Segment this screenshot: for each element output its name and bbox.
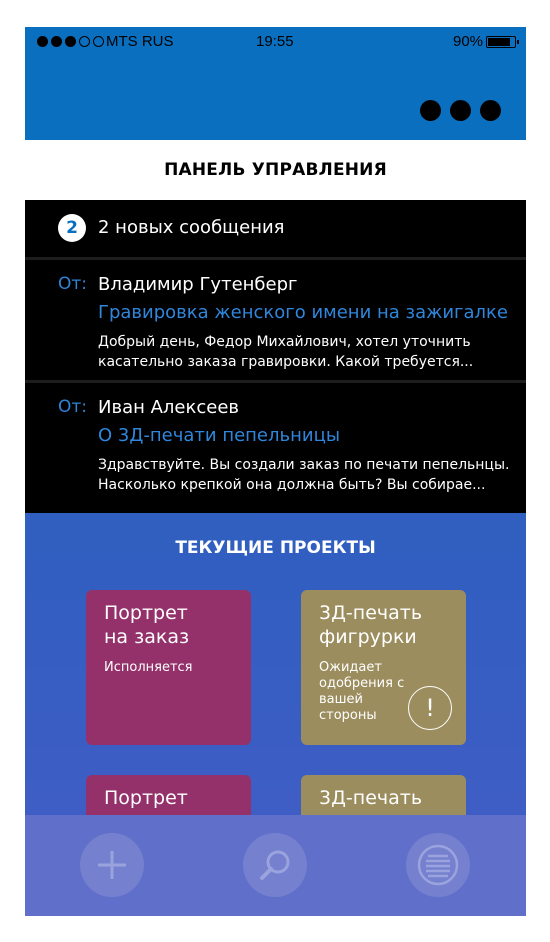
project-title-line: фигрурки bbox=[319, 626, 417, 648]
sender-name: Иван Алексеев bbox=[98, 397, 240, 418]
message-subject[interactable]: Гравировка женского имени на зажигалке bbox=[98, 302, 508, 323]
message-preview: Здравствуйте. Вы создали заказ по печати пепельнцы. Насколько крепкой она должна быть? Вы собирае... bbox=[98, 457, 510, 493]
project-title-line: Портрет bbox=[104, 787, 188, 809]
message-preview: Добрый день, Федор Михайлович, хотел уточнить касательно заказа гравировки. Какой требуется... bbox=[98, 334, 474, 370]
tab-bar bbox=[25, 815, 526, 916]
battery-icon bbox=[486, 36, 516, 48]
new-messages-bar[interactable] bbox=[25, 200, 526, 257]
from-label: От: bbox=[58, 397, 88, 417]
battery-percent: 90% bbox=[453, 33, 484, 50]
from-label: От: bbox=[58, 274, 88, 294]
project-card[interactable] bbox=[86, 590, 251, 745]
project-title bbox=[104, 786, 244, 810]
top-bar bbox=[25, 27, 526, 140]
project-card[interactable] bbox=[301, 590, 466, 745]
status-bar bbox=[25, 27, 526, 57]
page-title: ПАНЕЛЬ УПРАВЛЕНИЯ bbox=[25, 140, 526, 200]
message-item[interactable] bbox=[25, 383, 526, 503]
sender-name: Владимир Гутенберг bbox=[98, 274, 298, 295]
project-title bbox=[319, 786, 459, 810]
project-title bbox=[104, 601, 244, 649]
new-messages-label: 2 новых сообщения bbox=[98, 217, 285, 238]
projects-title: ТЕКУЩИЕ ПРОЕКТЫ bbox=[175, 538, 376, 558]
project-title-line: Портрет bbox=[104, 602, 188, 624]
messages-panel bbox=[25, 200, 526, 513]
project-status: Исполняется bbox=[104, 660, 193, 675]
project-title-line: на заказ bbox=[104, 626, 190, 648]
signal-strength-icon bbox=[37, 36, 104, 47]
carrier-name: MTS RUS bbox=[106, 33, 174, 50]
search-icon bbox=[255, 845, 295, 885]
message-item[interactable] bbox=[25, 260, 526, 380]
message-subject[interactable]: О 3Д-печати пепельницы bbox=[98, 425, 341, 446]
status-time: 19:55 bbox=[256, 33, 294, 50]
add-button[interactable] bbox=[80, 833, 144, 897]
project-status: Ожидает одобрения с вашей стороны bbox=[319, 660, 405, 723]
project-title-line: 3Д-печать bbox=[319, 787, 423, 809]
search-button[interactable] bbox=[243, 833, 307, 897]
exclamation-icon: ! bbox=[408, 686, 452, 730]
project-title-line: 3Д-печать bbox=[319, 602, 423, 624]
menu-button[interactable] bbox=[406, 833, 470, 897]
new-messages-count-badge: 2 bbox=[58, 214, 86, 242]
project-title bbox=[319, 601, 459, 649]
plus-icon bbox=[92, 845, 132, 885]
more-dots-icon[interactable] bbox=[420, 100, 501, 121]
list-icon bbox=[416, 843, 460, 887]
phone-screen bbox=[25, 27, 526, 916]
